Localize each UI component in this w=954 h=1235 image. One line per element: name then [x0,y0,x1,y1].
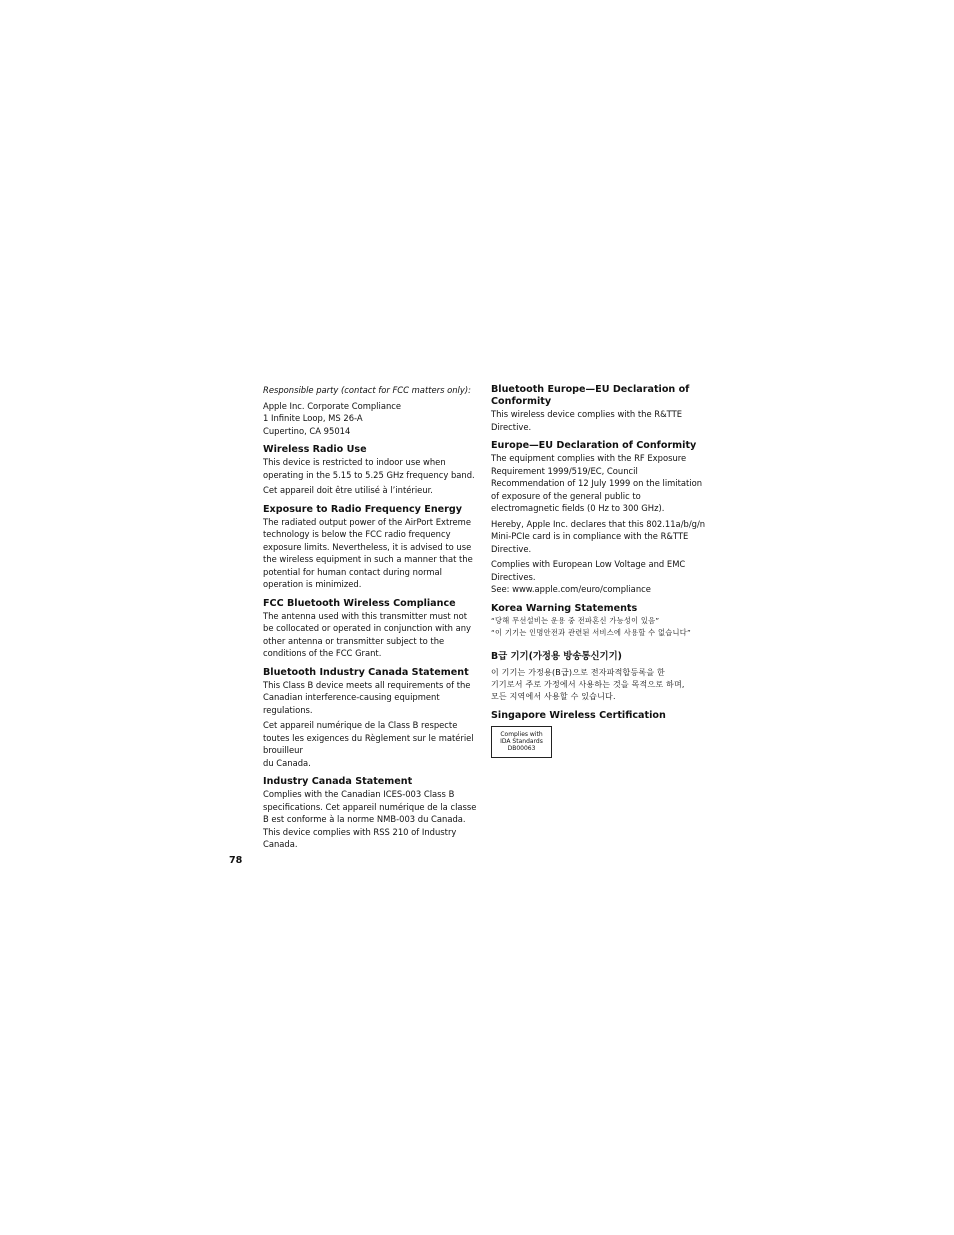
bluetooth-europe-text: This wireless device complies with the R&TTE Directive. [491,409,683,432]
ida-badge-line1: Complies with [500,731,543,738]
heading-europe-conformity: Europe—EU Declaration of Conformity [491,440,697,451]
ida-compliance-badge [491,726,552,758]
ida-badge-line2: IDA Standards [500,738,543,745]
heading-bluetooth-europe: Bluetooth Europe—EU Declaration of Conformity [491,384,690,407]
fcc-bluetooth-text: The antenna used with this transmitter must not be collocated or operated in conjunction with any other antenna or transmitter subject to the conditions of the FCC Grant. [263,610,472,658]
korea-warning-quote: “당해 무선설비는 운용 중 전파혼신 가능성이 있음” “이 기기는 인명안전과 관련된 서비스에 사용할 수 없습니다” [491,615,691,637]
heading-wireless-radio-use: Wireless Radio Use [263,444,367,455]
heading-fcc-bluetooth: FCC Bluetooth Wireless Compliance [263,597,456,609]
europe-text-rf: The equipment complies with the RF Exposure Requirement 1999/519/EC, Council Recommendation of 12 July 1999 on the limitation of exposure of the general public to electromagnetic fields (0 Hz to 300 GHz). [491,453,703,513]
page-number: 78 [229,855,243,866]
responsible-party-label: Responsible party (contact for FCC matters only): [263,385,471,395]
ida-badge-line3: DB00063 [507,745,536,752]
left-column [263,384,479,854]
europe-text-directives: Complies with European Low Voltage and EMC Directives. See: www.apple.com/euro/compliance [491,559,686,594]
korea-class-text: 이 기기는 가정용(B급)으로 전자파적합등록을 한 기기로서 주로 가정에서 사용하는 것을 목적으로 하며, 모든 지역에서 사용할 수 있습니다. [491,667,685,701]
europe-text-declaration: Hereby, Apple Inc. declares that this 802.11a/b/g/n Mini-PCIe card is in compliance with the R&TTE Directive. [491,518,706,554]
industry-canada-text: Complies with the Canadian ICES-003 Class B specifications. Cet appareil numérique de la classe B est conforme à la norme NMB-003 du Canada. This device complies with RSS 210 of Industry Canada. [263,789,477,849]
bluetooth-canada-french: Cet appareil numérique de la Class B respecte toutes les exigences du Règlement sur le matériel brouilleur du Canada. [263,720,474,768]
korea-class-heading: B급 기기(가정용 방송통신기기) [491,650,622,662]
exposure-text: The radiated output power of the AirPort Extreme technology is below the FCC radio frequency exposure limits. Nevertheless, it is advised to use the wireless equipment in such a manner that the potential for human contact during normal operation is minimized. [263,516,473,589]
heading-exposure-rf: Exposure to Radio Frequency Energy [263,503,463,515]
right-column [491,384,711,758]
heading-bluetooth-canada: Bluetooth Industry Canada Statement [263,666,469,678]
wireless-radio-text: This device is restricted to indoor use when operating in the 5.15 to 5.25 GHz frequency band. [263,457,475,480]
heading-industry-canada: Industry Canada Statement [263,776,413,787]
wireless-radio-french: Cet appareil doit être utilisé à l’intérieur. [263,485,433,495]
bluetooth-canada-text: This Class B device meets all requirements of the Canadian interference-causing equipment regulations. [263,679,471,715]
heading-singapore: Singapore Wireless Certification [491,709,666,721]
responsible-party-address: Apple Inc. Corporate Compliance 1 Infinite Loop, MS 26-A Cupertino, CA 95014 [263,400,402,436]
heading-korea-warning: Korea Warning Statements [491,602,638,614]
